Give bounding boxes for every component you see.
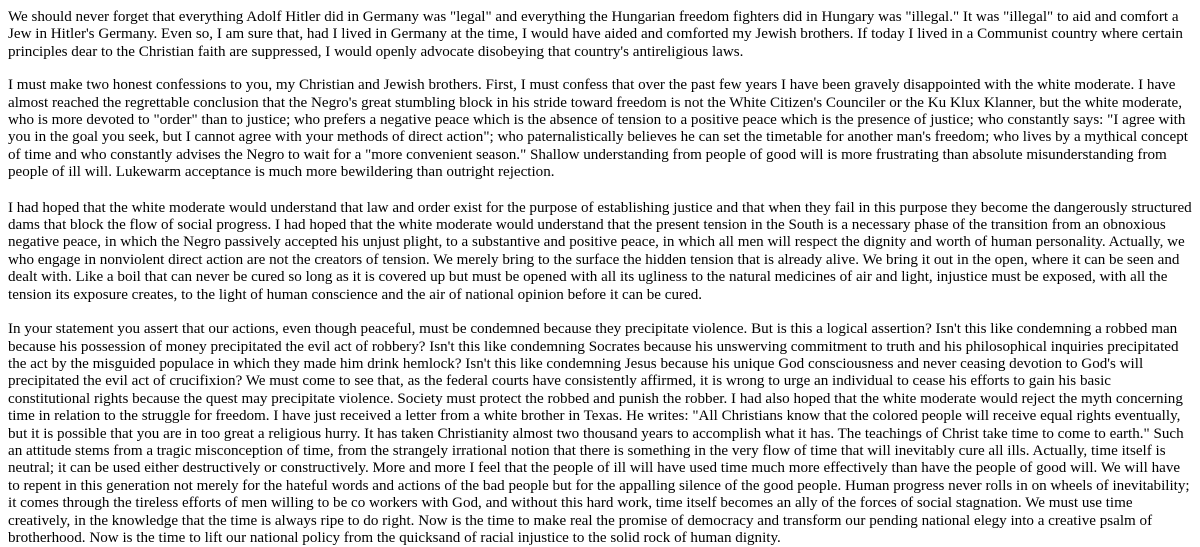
paragraph-1: We should never forget that everything Adolf Hitler did in Germany was "legal" and everything the Hungarian freedom fighters did in Hungary was "illegal." It was "illegal" to aid and comfort a Jew in Hitler's Germany. Even so, I am sure that, had I lived in Germany at the time, I would have aided and comforted my Jewish brothers. If today I lived in a Communist country where certain principles dear to the Christian faith are suppressed, I would openly advocate disobeying that country's antireligious laws.	[8, 9, 1183, 60]
paragraph-3: I had hoped that the white moderate would understand that law and order exist for the purpose of establishing justice and that when they fail in this purpose they become the dangerously structured dams that block the flow of social progress. I had hoped that the white moderate would understand that the present tension in the South is a necessary phase of the transition from an obnoxious negative peace, in which the Negro passively accepted his unjust plight, to a substantive and positive peace, in which all men will respect the dignity and worth of human personality. Actually, we who engage in nonviolent direct action are not the creators of tension. We merely bring to the surface the hidden tension that is already alive. We bring it out in the open, where it can be seen and dealt with. Like a boil that can never be cured so long as it is covered up but must be opened with all its ugliness to the natural medicines of air and light, injustice must be exposed, with all the tension its exposure creates, to the light of human conscience and the air of national opinion before it can be cured.	[8, 199, 1192, 303]
document-body	[8, 0, 1193, 547]
paragraph-4: In your statement you assert that our actions, even though peaceful, must be condemned because they precipitate violence. But is this a logical assertion? Isn't this like condemning a robbed man because his possession of money precipitated the evil act of robbery? Isn't this like condemning Socrates because his unswerving commitment to truth and his philosophical inquiries precipitated the act by the misguided populace in which they made him drink hemlock? Isn't this like condemning Jesus because his unique God consciousness and never ceasing devotion to God's will precipitated the evil act of crucifixion? We must come to see that, as the federal courts have consistently affirmed, it is wrong to urge an individual to cease his efforts to gain his basic constitutional rights because the quest may precipitate violence. Society must protect the robbed and punish the robber. I had also hoped that the white moderate would reject the myth concerning time in relation to the struggle for freedom. I have just received a letter from a white brother in Texas. He writes: "All Christians know that the colored people will receive equal rights eventually, but it is possible that you are in too great a religious hurry. It has taken Christianity almost two thousand years to accomplish what it has. The teachings of Christ take time to come to earth." Such an attitude stems from a tragic misconception of time, from the strangely irrational notion that there is something in the very flow of time that will inevitably cure all ills. Actually, time itself is neutral; it can be used either destructively or constructively. More and more I feel that the people of ill will have used time much more effectively than have the people of good will. We will have to repent in this generation not merely for the hateful words and actions of the bad people but for the appalling silence of the good people. Human progress never rolls in on wheels of inevitability; it comes through the tireless efforts of men willing to be co workers with God, and without this hard work, time itself becomes an ally of the forces of social stagnation. We must use time creatively, in the knowledge that the time is always ripe to do right. Now is the time to make real the promise of democracy and transform our pending national elegy into a creative psalm of brotherhood. Now is the time to lift our national policy from the quicksand of racial injustice to the solid rock of human dignity.	[8, 321, 1190, 546]
paragraph-2: I must make two honest confessions to you, my Christian and Jewish brothers. First, I must confess that over the past few years I have been gravely disappointed with the white moderate. I have almost reached the regrettable conclusion that the Negro's great stumbling block in his stride toward freedom is not the White Citizen's Counciler or the Ku Klux Klanner, but the white moderate, who is more devoted to "order" than to justice; who prefers a negative peace which is the absence of tension to a positive peace which is the presence of justice; who constantly says: "I agree with you in the goal you seek, but I cannot agree with your methods of direct action"; who paternalistically believes he can set the timetable for another man's freedom; who lives by a mythical concept of time and who constantly advises the Negro to wait for a "more convenient season." Shallow understanding from people of good will is more frustrating than absolute misunderstanding from people of ill will. Lukewarm acceptance is much more bewildering than outright rejection.	[8, 77, 1188, 181]
